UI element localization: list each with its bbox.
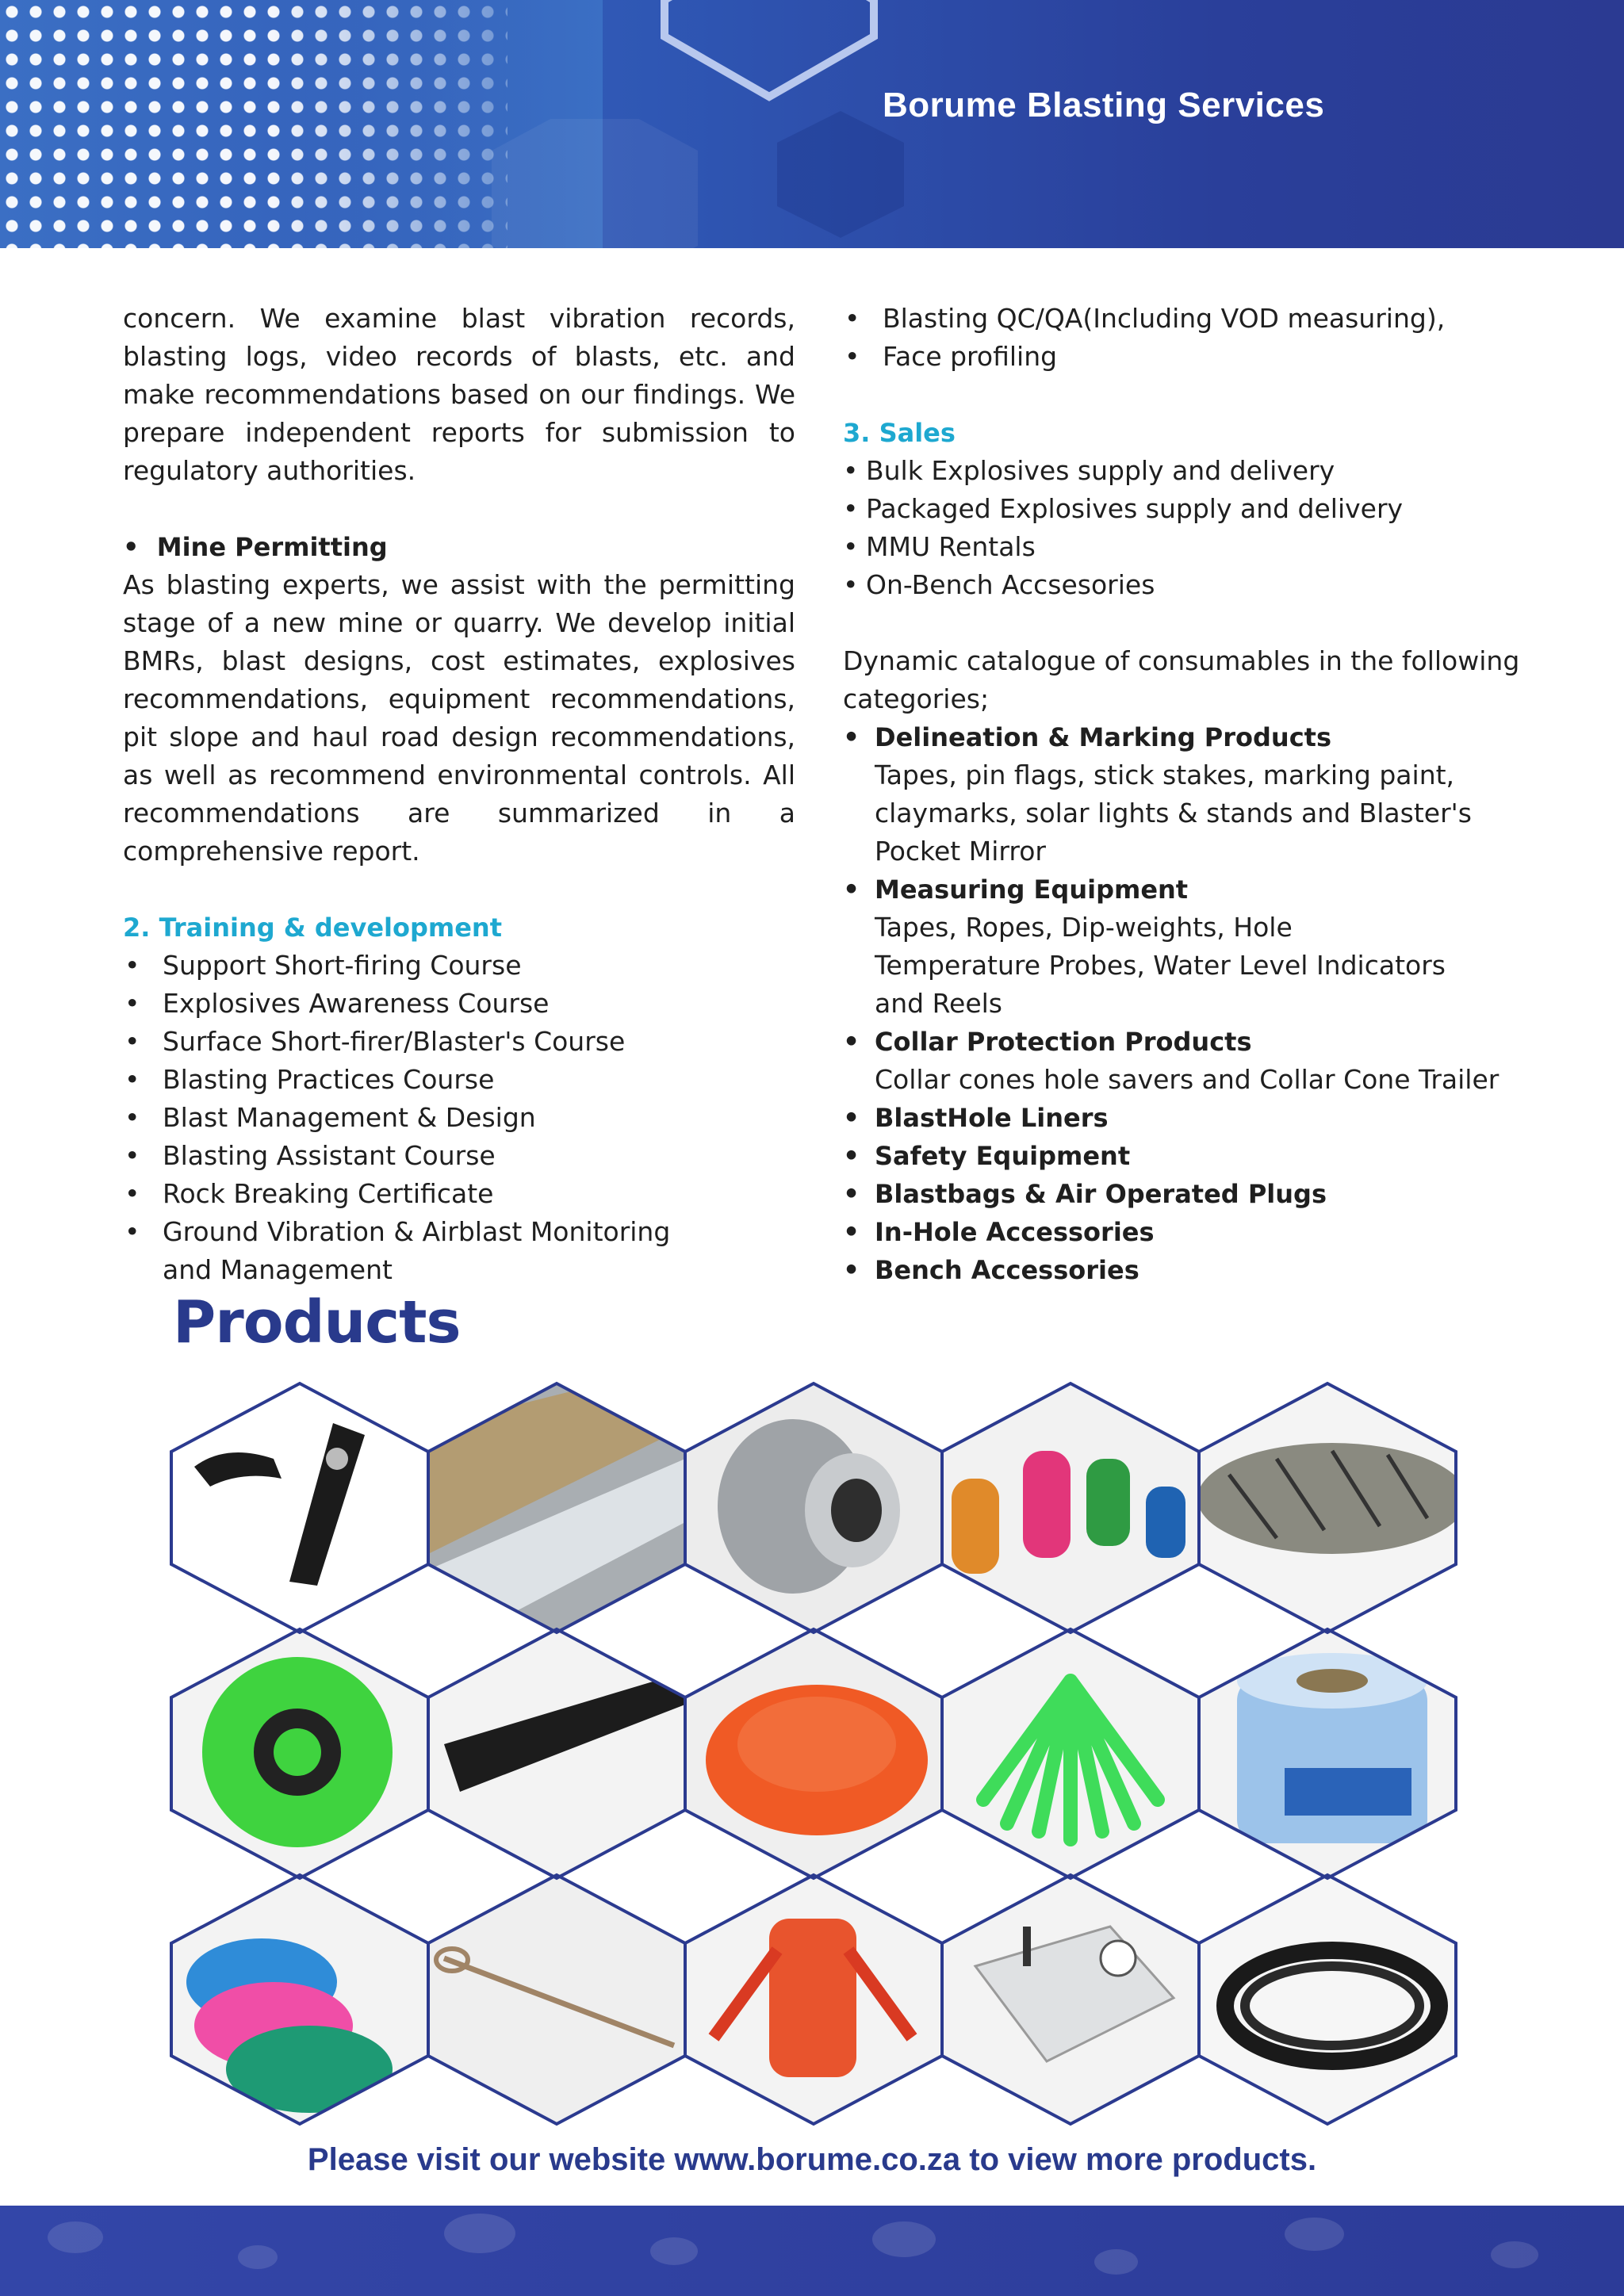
list-item: • Blasting Practices Course <box>123 1061 795 1099</box>
product-image-orange-clay-target <box>685 1629 942 1878</box>
mine-permitting-text: As blasting experts, we assist with the permitting stage of a new mine or quarry. We develop initial BMRs, blast designs, cost estimates, explosives recommendations, equipment recommendations, pit slope and haul road design recommendations, as well as recommend environmental controls. All recommendations are summarized in a comprehensive report. <box>123 569 795 867</box>
list-item: • Safety Equipment <box>843 1137 1525 1175</box>
product-image-green-collar-cone <box>942 1629 1199 1878</box>
product-image-colored-bottles <box>942 1383 1199 1632</box>
products-title: Products <box>173 1288 461 1357</box>
product-image-flagging-tape-rolls <box>171 1875 428 2124</box>
list-item: • Packaged Explosives supply and delivery <box>843 490 1525 528</box>
product-image-dip-weight-rod <box>428 1875 685 2124</box>
list-item: • Collar Protection Products Collar cones hole savers and Collar Cone Trailer <box>843 1023 1525 1099</box>
website-link-text: Please visit our website www.borume.co.za to view more products. <box>307 2142 1317 2177</box>
list-item: • Blastbags & Air Operated Plugs <box>843 1175 1525 1213</box>
list-item: • Bulk Explosives supply and delivery <box>843 452 1525 490</box>
product-image-control-box <box>942 1875 1199 2124</box>
list-item: • MMU Rentals <box>843 528 1525 566</box>
list-item: • On-Bench Accsesories <box>843 566 1525 604</box>
list-item: • Ground Vibration & Airblast Monitoring and Management <box>123 1213 795 1289</box>
list-item: • Measuring Equipment Tapes, Ropes, Dip-weights, Hole Temperature Probes, Water Level Indicators and Reels <box>843 871 1525 1023</box>
product-image-tape-strips <box>428 1383 685 1632</box>
list-item: • Blast Management & Design <box>123 1099 795 1137</box>
list-item: • Delineation & Marking Products Tapes, pin flags, stick stakes, marking paint, claymarks, solar lights & stands and Blaster's Pocket Mirror <box>843 718 1525 871</box>
product-image-danger-tape-roll <box>1199 1629 1456 1878</box>
product-image-foam-plug <box>428 1629 685 1878</box>
product-image-safety-backpack <box>685 1875 942 2124</box>
product-image-metal-fitting <box>685 1383 942 1632</box>
list-item: • In-Hole Accessories <box>843 1213 1525 1251</box>
list-item: • BlastHole Liners <box>843 1099 1525 1137</box>
page-footer-band <box>0 2206 1624 2296</box>
product-image-clamp-tool <box>171 1383 428 1632</box>
intro-paragraph: concern. We examine blast vibration records, blasting logs, video records of blasts, etc. and make recommendations based on our findings. We prepare independent reports for submission to regulatory authorities. <box>123 303 795 486</box>
mine-permitting-heading: • Mine Permitting <box>123 532 388 562</box>
header-title: Borume Blasting Services <box>883 86 1325 124</box>
product-image-black-hose-coil <box>1199 1875 1456 2124</box>
list-item: • Blasting Assistant Course <box>123 1137 795 1175</box>
list-item: • Surface Short-firer/Blaster's Course <box>123 1023 795 1061</box>
catalogue-intro: Dynamic catalogue of consumables in the following categories; <box>843 645 1520 714</box>
training-heading: 2. Training & development <box>123 913 502 943</box>
sales-heading: 3. Sales <box>843 418 956 448</box>
product-image-mesh-liner <box>1197 1383 1467 1632</box>
list-item: • Support Short-firing Course <box>123 947 795 985</box>
list-item: • Explosives Awareness Course <box>123 985 795 1023</box>
list-item: • Rock Breaking Certificate <box>123 1175 795 1213</box>
list-item: • Bench Accessories <box>843 1251 1525 1289</box>
list-item: • Face profiling <box>843 338 1525 376</box>
list-item: • Blasting QC/QA(Including VOD measuring), <box>843 300 1525 338</box>
product-image-green-reel <box>171 1629 428 1878</box>
